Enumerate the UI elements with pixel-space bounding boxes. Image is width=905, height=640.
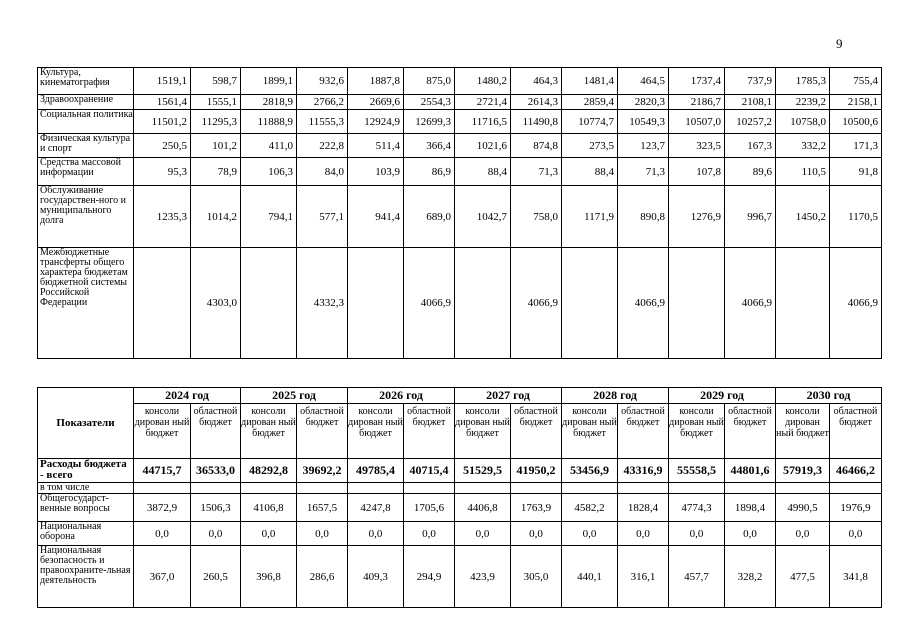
table-cell: 11501,2	[134, 110, 191, 134]
table-cell	[455, 483, 511, 494]
table-cell: 0,0	[297, 522, 348, 546]
table-cell: 11490,8	[511, 110, 562, 134]
table-cell: 11295,3	[191, 110, 241, 134]
table-cell: 323,5	[669, 134, 725, 158]
row-label: Расходы бюджета - всего	[38, 459, 134, 483]
table-cell: 0,0	[511, 522, 562, 546]
table-cell: 366,4	[404, 134, 455, 158]
table-cell: 4774,3	[669, 494, 725, 522]
table-cell: 411,0	[241, 134, 297, 158]
row-label: Социальная политика	[38, 110, 134, 134]
row-label: Обслуживание государствен-ного и муниципального долга	[38, 186, 134, 248]
table-cell: 10774,7	[562, 110, 618, 134]
table-cell: 4066,9	[725, 248, 776, 359]
table-cell: 46466,2	[830, 459, 882, 483]
table-cell: 737,9	[725, 68, 776, 95]
table-cell: 1763,9	[511, 494, 562, 522]
table-cell: 222,8	[297, 134, 348, 158]
table-cell: 106,3	[241, 158, 297, 186]
table-cell: 49785,4	[348, 459, 404, 483]
table-cell	[455, 248, 511, 359]
table-cell: 4106,8	[241, 494, 297, 522]
table-cell: 755,4	[830, 68, 882, 95]
table-cell: 1171,9	[562, 186, 618, 248]
table-cell	[830, 483, 882, 494]
table-row	[38, 494, 882, 522]
row-label: Физическая культура и спорт	[38, 134, 134, 158]
table-cell: 0,0	[830, 522, 882, 546]
table-cell: 2766,2	[297, 95, 348, 110]
table-cell: 1657,5	[297, 494, 348, 522]
table-cell: 511,4	[348, 134, 404, 158]
table-cell	[191, 483, 241, 494]
table-cell: 1887,8	[348, 68, 404, 95]
table-cell: 305,0	[511, 546, 562, 608]
table-cell: 273,5	[562, 134, 618, 158]
table-cell: 167,3	[725, 134, 776, 158]
table-row	[38, 95, 882, 110]
table-cell: 2820,3	[618, 95, 669, 110]
table-cell: 0,0	[725, 522, 776, 546]
table-cell: 55558,5	[669, 459, 725, 483]
table-cell: 332,2	[776, 134, 830, 158]
table-cell: 4247,8	[348, 494, 404, 522]
table-cell: 1480,2	[455, 68, 511, 95]
table-cell: 1555,1	[191, 95, 241, 110]
table-row	[38, 248, 882, 359]
table-cell: 171,3	[830, 134, 882, 158]
table-cell: 4406,8	[455, 494, 511, 522]
table-cell: 0,0	[404, 522, 455, 546]
table-cell: 367,0	[134, 546, 191, 608]
consolidated-budget-header: консоли дирован ный бюджет	[562, 404, 618, 459]
regional-budget-header: областной бюджет	[511, 404, 562, 459]
table-cell	[562, 248, 618, 359]
table-cell	[241, 248, 297, 359]
table-cell: 71,3	[511, 158, 562, 186]
table-cell	[511, 483, 562, 494]
table-cell: 10500,6	[830, 110, 882, 134]
year-header: 2029 год	[669, 388, 776, 404]
table-cell: 1561,4	[134, 95, 191, 110]
table-cell	[725, 483, 776, 494]
regional-budget-header: областной бюджет	[618, 404, 669, 459]
table-cell: 91,8	[830, 158, 882, 186]
year-header: 2026 год	[348, 388, 455, 404]
table-cell: 36533,0	[191, 459, 241, 483]
table-cell	[241, 483, 297, 494]
table-cell: 2554,3	[404, 95, 455, 110]
year-header: 2030 год	[776, 388, 882, 404]
table-cell: 890,8	[618, 186, 669, 248]
table-cell: 0,0	[618, 522, 669, 546]
table-cell: 1898,4	[725, 494, 776, 522]
table-cell: 4303,0	[191, 248, 241, 359]
table-row	[38, 68, 882, 95]
table-row	[38, 483, 882, 494]
table-cell: 2108,1	[725, 95, 776, 110]
table-cell: 1170,5	[830, 186, 882, 248]
table-cell: 409,3	[348, 546, 404, 608]
table-cell: 2239,2	[776, 95, 830, 110]
regional-budget-header: областной бюджет	[725, 404, 776, 459]
table-cell: 1276,9	[669, 186, 725, 248]
table-cell: 286,6	[297, 546, 348, 608]
consolidated-budget-header: консоли дирован ный бюджет	[134, 404, 191, 459]
regional-budget-header: областной бюджет	[191, 404, 241, 459]
table-cell: 2186,7	[669, 95, 725, 110]
consolidated-budget-header: консоли дирован ный бюджет	[776, 404, 830, 459]
year-header: 2028 год	[562, 388, 669, 404]
table-cell: 2614,3	[511, 95, 562, 110]
table-cell: 86,9	[404, 158, 455, 186]
row-label: Национальная оборона	[38, 522, 134, 546]
table-cell: 4332,3	[297, 248, 348, 359]
table-cell	[776, 248, 830, 359]
row-label: Здравоохранение	[38, 95, 134, 110]
table-cell	[669, 483, 725, 494]
table-cell: 88,4	[455, 158, 511, 186]
table-cell: 53456,9	[562, 459, 618, 483]
table-cell: 0,0	[191, 522, 241, 546]
table-cell: 1235,3	[134, 186, 191, 248]
page-number: 9	[836, 36, 843, 51]
table-cell: 10758,0	[776, 110, 830, 134]
table-cell: 341,8	[830, 546, 882, 608]
row-label: Средства массовой информации	[38, 158, 134, 186]
budget-table-continued	[37, 67, 882, 359]
table-cell: 2158,1	[830, 95, 882, 110]
table-cell: 1519,1	[134, 68, 191, 95]
regional-budget-header: областной бюджет	[404, 404, 455, 459]
table-cell: 110,5	[776, 158, 830, 186]
consolidated-budget-header: консоли дирован ный бюджет	[348, 404, 404, 459]
table-cell: 1785,3	[776, 68, 830, 95]
table-cell: 440,1	[562, 546, 618, 608]
table-cell: 577,1	[297, 186, 348, 248]
table-cell: 0,0	[134, 522, 191, 546]
table-cell: 44801,6	[725, 459, 776, 483]
table-cell: 0,0	[776, 522, 830, 546]
table-cell: 794,1	[241, 186, 297, 248]
table-row	[38, 459, 882, 483]
table-cell	[404, 483, 455, 494]
table-cell: 44715,7	[134, 459, 191, 483]
table-cell: 1976,9	[830, 494, 882, 522]
table-cell: 1828,4	[618, 494, 669, 522]
consolidated-budget-header: консоли дирован ный бюджет	[455, 404, 511, 459]
table-cell	[348, 248, 404, 359]
table-cell: 4066,9	[618, 248, 669, 359]
row-label: Межбюджетные трансферты общего характера бюджетам бюджетной системы Российской Федерации	[38, 248, 134, 359]
table-cell: 51529,5	[455, 459, 511, 483]
table-cell: 477,5	[776, 546, 830, 608]
table-cell: 260,5	[191, 546, 241, 608]
row-label: Национальная безопасность и правоохраните-льная деятельность	[38, 546, 134, 608]
table-row	[38, 110, 882, 134]
table-row	[38, 546, 882, 608]
table-row	[38, 158, 882, 186]
table-cell: 250,5	[134, 134, 191, 158]
table-cell: 4582,2	[562, 494, 618, 522]
table-cell: 1506,3	[191, 494, 241, 522]
table-cell: 107,8	[669, 158, 725, 186]
table-cell	[134, 248, 191, 359]
table-cell: 88,4	[562, 158, 618, 186]
table-cell: 4990,5	[776, 494, 830, 522]
table-cell: 12924,9	[348, 110, 404, 134]
table-cell: 758,0	[511, 186, 562, 248]
table-cell: 48292,8	[241, 459, 297, 483]
table-row	[38, 522, 882, 546]
table-cell: 423,9	[455, 546, 511, 608]
table-cell	[669, 248, 725, 359]
table-cell: 10549,3	[618, 110, 669, 134]
table-cell: 464,3	[511, 68, 562, 95]
table-cell: 0,0	[562, 522, 618, 546]
budget-table	[37, 387, 882, 608]
table-cell	[776, 483, 830, 494]
table-cell: 0,0	[669, 522, 725, 546]
table-cell: 12699,3	[404, 110, 455, 134]
table-cell: 457,7	[669, 546, 725, 608]
table-cell: 1705,6	[404, 494, 455, 522]
table-cell: 40715,4	[404, 459, 455, 483]
row-label: Общегосударст-венные вопросы	[38, 494, 134, 522]
table-cell: 2859,4	[562, 95, 618, 110]
table-cell: 1481,4	[562, 68, 618, 95]
table-cell: 39692,2	[297, 459, 348, 483]
table-cell: 4066,9	[511, 248, 562, 359]
table-cell: 10257,2	[725, 110, 776, 134]
regional-budget-header: областной бюджет	[830, 404, 882, 459]
table-cell: 2818,9	[241, 95, 297, 110]
consolidated-budget-header: консоли дирован ный бюджет	[241, 404, 297, 459]
table-cell	[134, 483, 191, 494]
table-cell: 71,3	[618, 158, 669, 186]
indicator-header: Показатели	[38, 388, 134, 459]
row-label: в том числе	[38, 483, 134, 494]
table-cell: 875,0	[404, 68, 455, 95]
table-cell: 316,1	[618, 546, 669, 608]
consolidated-budget-header: консоли дирован ный бюджет	[669, 404, 725, 459]
table-cell: 84,0	[297, 158, 348, 186]
table-cell: 2669,6	[348, 95, 404, 110]
table-cell: 1450,2	[776, 186, 830, 248]
table-cell: 10507,0	[669, 110, 725, 134]
year-header: 2024 год	[134, 388, 241, 404]
table-cell: 996,7	[725, 186, 776, 248]
table-cell: 101,2	[191, 134, 241, 158]
table-cell: 0,0	[241, 522, 297, 546]
table-cell: 396,8	[241, 546, 297, 608]
table-cell: 1021,6	[455, 134, 511, 158]
table-cell: 1737,4	[669, 68, 725, 95]
table-row	[38, 134, 882, 158]
table-cell: 78,9	[191, 158, 241, 186]
table-cell: 43316,9	[618, 459, 669, 483]
table-cell: 0,0	[348, 522, 404, 546]
table-cell: 689,0	[404, 186, 455, 248]
table-cell: 598,7	[191, 68, 241, 95]
table-cell: 123,7	[618, 134, 669, 158]
table-cell	[618, 483, 669, 494]
table-cell: 95,3	[134, 158, 191, 186]
table-cell: 0,0	[455, 522, 511, 546]
table-cell: 11716,5	[455, 110, 511, 134]
table-cell: 932,6	[297, 68, 348, 95]
table-cell	[297, 483, 348, 494]
table-cell: 103,9	[348, 158, 404, 186]
table-cell: 2721,4	[455, 95, 511, 110]
table-cell: 4066,9	[404, 248, 455, 359]
year-header: 2025 год	[241, 388, 348, 404]
year-header: 2027 год	[455, 388, 562, 404]
table-cell	[562, 483, 618, 494]
table-cell: 3872,9	[134, 494, 191, 522]
table-cell: 294,9	[404, 546, 455, 608]
table-cell: 89,6	[725, 158, 776, 186]
table-cell: 57919,3	[776, 459, 830, 483]
table-cell: 4066,9	[830, 248, 882, 359]
table-row	[38, 186, 882, 248]
row-label: Культура, кинематография	[38, 68, 134, 95]
table-cell: 1014,2	[191, 186, 241, 248]
table-cell: 41950,2	[511, 459, 562, 483]
table-cell: 328,2	[725, 546, 776, 608]
table-cell: 464,5	[618, 68, 669, 95]
table-cell: 11888,9	[241, 110, 297, 134]
table-cell: 874,8	[511, 134, 562, 158]
table-cell	[348, 483, 404, 494]
table-cell: 941,4	[348, 186, 404, 248]
table-cell: 11555,3	[297, 110, 348, 134]
regional-budget-header: областной бюджет	[297, 404, 348, 459]
table-cell: 1899,1	[241, 68, 297, 95]
table-cell: 1042,7	[455, 186, 511, 248]
